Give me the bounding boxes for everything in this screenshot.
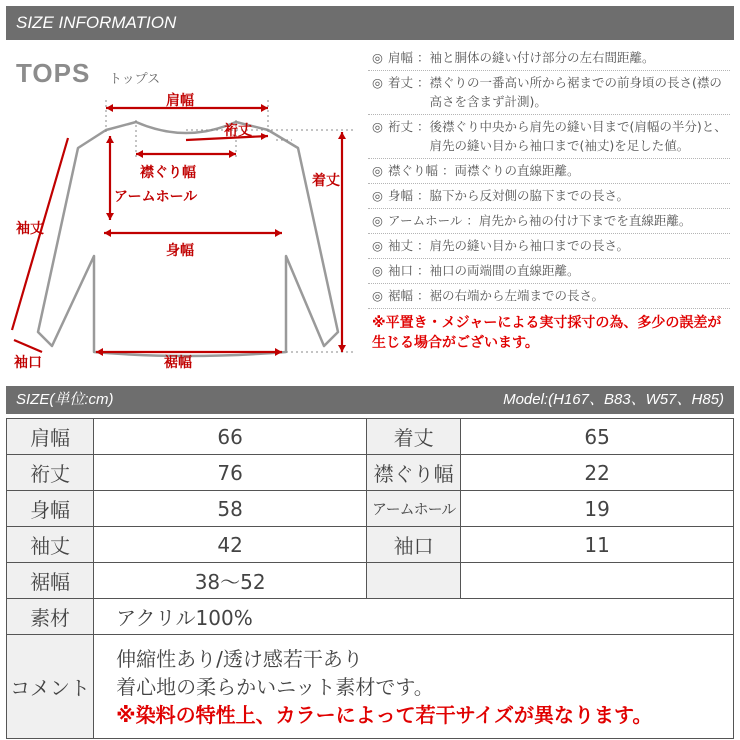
label-sleeve: 袖丈 <box>16 221 44 237</box>
garment-diagram <box>6 40 364 380</box>
label-shoulder: 肩幅 <box>166 93 194 109</box>
size-key: 肩幅 <box>7 419 94 455</box>
note-item: ◎ アームホール ： 肩先から袖の付け下までを直線距離。 <box>368 209 730 234</box>
size-header-bar <box>6 386 734 414</box>
measurement-warning: ※平置き・メジャーによる実寸採寸の為、多少の誤差が生じる場合がございます。 <box>372 315 722 351</box>
size-table <box>6 418 734 739</box>
size-value: 38〜52 <box>94 563 367 599</box>
label-neck: 襟ぐり幅 <box>140 165 196 181</box>
size-key: 着丈 <box>367 419 461 455</box>
size-value <box>461 563 734 599</box>
table-row <box>7 563 734 599</box>
label-yuki: 裄丈 <box>224 123 252 139</box>
size-information-header <box>6 6 734 40</box>
label-cuff: 袖口 <box>14 355 42 371</box>
measurement-notes <box>368 46 730 353</box>
header-title: SIZE INFORMATION <box>16 13 177 32</box>
note-item: ◎ 着丈 ： 襟ぐりの一番高い所から裾までの前身頃の長さ(襟の高さを含まず計測)。 <box>368 71 730 115</box>
size-key: 裾幅 <box>7 563 94 599</box>
note-item: ◎ 裄丈 ： 後襟ぐり中央から肩先の縫い目まで(肩幅の半分)と、肩先の縫い目から袖口まで(袖丈)を足した値。 <box>368 115 730 159</box>
size-value: 65 <box>461 419 734 455</box>
size-key: 身幅 <box>7 491 94 527</box>
note-item: ◎ 肩幅 ： 袖と胴体の縫い付け部分の左右間距離。 <box>368 46 730 71</box>
label-hem: 裾幅 <box>164 355 192 371</box>
model-info: Model:(H167、B83、W57、H85) <box>503 391 724 408</box>
comment-line: 着心地の柔らかいニット素材です。 <box>116 674 434 699</box>
table-row <box>7 419 734 455</box>
size-key: 裄丈 <box>7 455 94 491</box>
size-key: アームホール <box>367 491 461 527</box>
note-item: ◎ 袖口 ： 袖口の両端間の直線距離。 <box>368 259 730 284</box>
comment-line: 伸縮性あり/透け感若干あり <box>116 646 363 671</box>
size-key: 袖丈 <box>7 527 94 563</box>
material-value: アクリル100% <box>94 599 734 635</box>
table-row <box>7 635 734 739</box>
size-unit-label: SIZE(単位:cm) <box>16 391 114 408</box>
tops-title: TOPS <box>16 58 91 88</box>
size-value: 22 <box>461 455 734 491</box>
table-row <box>7 599 734 635</box>
note-item: ◎ 袖丈 ： 肩先の縫い目から袖口までの長さ。 <box>368 234 730 259</box>
size-key: 袖口 <box>367 527 461 563</box>
size-value: 42 <box>94 527 367 563</box>
size-value: 66 <box>94 419 367 455</box>
size-value: 58 <box>94 491 367 527</box>
note-item: ◎ 身幅 ： 脇下から反対側の脇下までの長さ。 <box>368 184 730 209</box>
note-item: ◎ 裾幅 ： 裾の右端から左端までの長さ。 <box>368 284 730 309</box>
table-row <box>7 455 734 491</box>
table-row <box>7 527 734 563</box>
comment-warning: ※染料の特性上、カラーによって若干サイズが異なります。 <box>116 702 653 727</box>
size-value: 11 <box>461 527 734 563</box>
table-row <box>7 491 734 527</box>
label-armhole: アームホール <box>114 189 198 205</box>
tops-subtitle: トップス <box>109 72 161 87</box>
note-item: ◎ 襟ぐり幅 ： 両襟ぐりの直線距離。 <box>368 159 730 184</box>
comment-key: コメント <box>7 635 94 739</box>
size-value: 19 <box>461 491 734 527</box>
size-key <box>367 563 461 599</box>
material-key: 素材 <box>7 599 94 635</box>
label-body: 身幅 <box>166 243 194 259</box>
size-value: 76 <box>94 455 367 491</box>
comment-value <box>94 635 734 739</box>
size-key: 襟ぐり幅 <box>367 455 461 491</box>
label-length: 着丈 <box>312 173 340 189</box>
